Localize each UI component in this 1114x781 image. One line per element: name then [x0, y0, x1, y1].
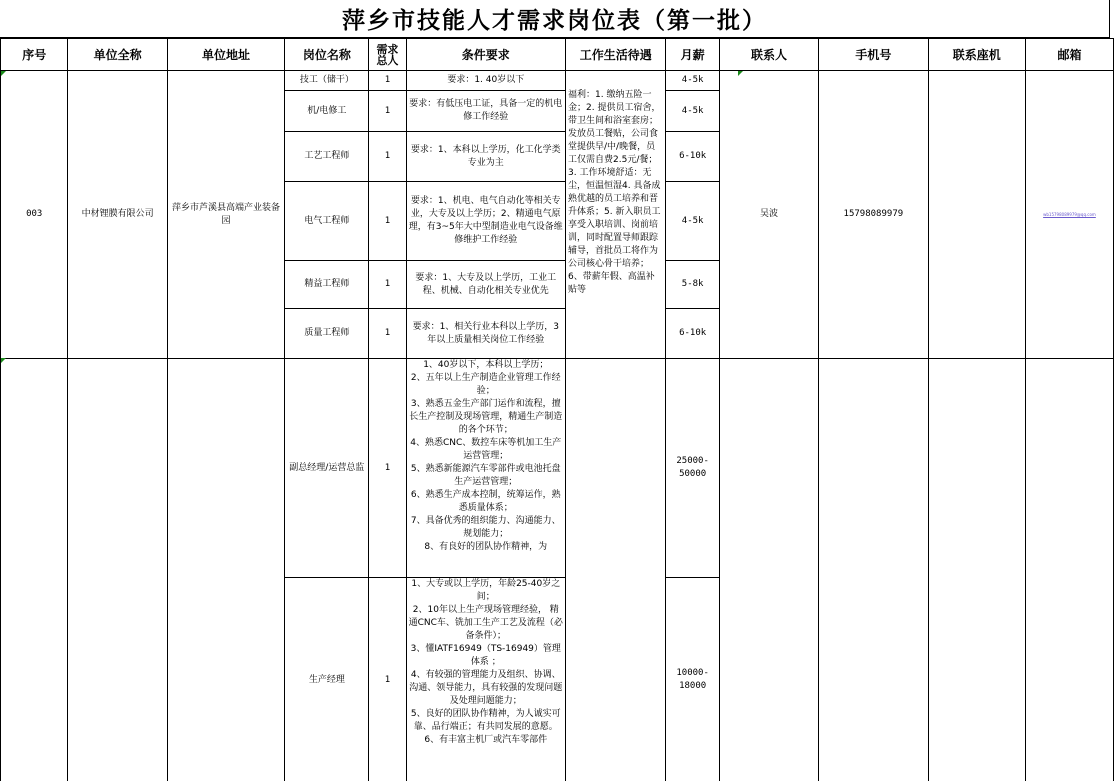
- requirements-cell[interactable]: [406, 359, 565, 578]
- requirements-cell[interactable]: 要求：1、相关行业本科以上学历，3年以上质量相关岗位工作经验: [406, 309, 565, 359]
- salary-cell[interactable]: 4-5k: [666, 71, 719, 91]
- sheet-title: 萍乡市技能人才需求岗位表（第一批）: [0, 0, 1110, 38]
- position-cell[interactable]: 生产经理: [285, 578, 369, 781]
- header-phone[interactable]: 手机号: [819, 39, 929, 71]
- email-cell[interactable]: [1025, 71, 1113, 359]
- requirement-line: 4、熟悉CNC、数控车床等机加工生产运营管理；: [410, 438, 562, 461]
- salary-cell[interactable]: 4-5k: [666, 182, 719, 261]
- contact-cell[interactable]: [719, 359, 818, 781]
- header-address[interactable]: 单位地址: [167, 39, 285, 71]
- position-cell[interactable]: 副总经理/运营总监: [285, 359, 369, 578]
- header-landline[interactable]: 联系座机: [928, 39, 1025, 71]
- phone-cell[interactable]: 15798089979: [819, 71, 929, 359]
- requirement-line: 5、熟悉新能源汽车零部件或电池托盘生产运营管理；: [410, 464, 561, 487]
- jobs-table: [0, 38, 1114, 781]
- headcount-cell[interactable]: 1: [369, 132, 406, 182]
- headcount-cell[interactable]: 1: [369, 91, 406, 132]
- company-name-cell[interactable]: 中材锂膜有限公司: [68, 71, 167, 359]
- seq-cell[interactable]: 003: [1, 71, 68, 359]
- seq-cell[interactable]: [1, 359, 68, 781]
- headcount-cell[interactable]: 1: [369, 578, 406, 781]
- header-row: [1, 39, 1114, 71]
- header-requirements[interactable]: 条件要求: [406, 39, 565, 71]
- headcount-cell[interactable]: 1: [369, 309, 406, 359]
- requirements-cell[interactable]: 要求：有低压电工证，具备一定的机电修工作经验: [406, 91, 565, 132]
- cell-marker-icon: [738, 71, 743, 76]
- position-cell[interactable]: 精益工程师: [285, 261, 369, 309]
- salary-cell[interactable]: 5-8k: [666, 261, 719, 309]
- table-row: [1, 71, 1114, 91]
- requirements-cell[interactable]: 要求：1. 40岁以下: [406, 71, 565, 91]
- position-cell[interactable]: 机/电修工: [285, 91, 369, 132]
- header-contact[interactable]: 联系人: [719, 39, 818, 71]
- headcount-cell[interactable]: 1: [369, 261, 406, 309]
- headcount-cell[interactable]: 1: [369, 71, 406, 91]
- requirements-cell[interactable]: [406, 578, 565, 781]
- contact-cell[interactable]: 吴波: [719, 71, 818, 359]
- requirement-line: 7、具备优秀的组织能力、沟通能力、规划能力；: [410, 516, 561, 539]
- requirement-line: 6、熟悉生产成本控制，统筹运作，熟悉质量体系；: [410, 490, 561, 513]
- benefits-cell[interactable]: [566, 359, 666, 781]
- cell-marker-icon: [1, 358, 6, 363]
- requirements-cell[interactable]: 要求：1、本科以上学历，化工化学类专业为主: [406, 132, 565, 182]
- table-row: [1, 359, 1114, 578]
- requirement-line: 1、40岁以下，本科以上学历；: [423, 360, 549, 370]
- position-cell[interactable]: 电气工程师: [285, 182, 369, 261]
- requirement-line: 6、有丰富主机厂或汽车零部件: [424, 735, 548, 745]
- landline-cell[interactable]: [928, 359, 1025, 781]
- requirements-cell[interactable]: 要求：1、机电、电气自动化等相关专业，大专及以上学历；2、精通电气原理，有3~5年大中型制造业电气设备维修维护工作经验: [406, 182, 565, 261]
- requirements-cell[interactable]: 要求：1、大专及以上学历，工业工程、机械、自动化相关专业优先: [406, 261, 565, 309]
- cell-marker-icon: [1, 71, 6, 76]
- email-cell[interactable]: [1025, 359, 1113, 781]
- header-benefits[interactable]: 工作生活待遇: [566, 39, 666, 71]
- header-salary[interactable]: 月薪: [666, 39, 719, 71]
- header-seq[interactable]: 序号: [1, 39, 68, 71]
- header-company[interactable]: 单位全称: [68, 39, 167, 71]
- position-cell[interactable]: 质量工程师: [285, 309, 369, 359]
- requirement-line: 4、有较强的管理能力及组织、协调、沟通、领导能力，具有较强的发现问题及处理问题能力；: [409, 670, 563, 706]
- company-name-cell[interactable]: [68, 359, 167, 781]
- benefits-cell[interactable]: 福利：1. 缴纳五险一金；2. 提供员工宿舍，带卫生间和浴室套房；发放员工餐贴，公司食堂提供早/中/晚餐，员工仅需自费2.5元/餐；3. 工作环境舒适：无尘，恒温恒湿4. 具备成熟优越的员工培养和晋升体系；5. 新入职员工享受入职培训、岗前培训，同时配置导师跟踪辅导，首批员工将作为公司核心骨干培养；6、带薪年假、高温补贴等: [566, 71, 666, 359]
- header-email[interactable]: 邮箱: [1025, 39, 1113, 71]
- requirement-line: 2、10年以上生产现场管理经验， 精通CNC车、铣加工生产工艺及流程（必备条件）；: [408, 605, 563, 641]
- salary-cell[interactable]: 6-10k: [666, 309, 719, 359]
- phone-cell[interactable]: [819, 359, 929, 781]
- requirement-line: 2、五年以上生产制造企业管理工作经验；: [410, 373, 561, 396]
- email-link[interactable]: wb15798089979@qq.com: [1043, 212, 1096, 217]
- salary-cell[interactable]: 25000-50000: [666, 359, 719, 578]
- headcount-cell[interactable]: 1: [369, 182, 406, 261]
- requirement-line: 5、良好的团队协作精神，为人诚实可靠、品行端正；有共同发展的意愿。: [410, 709, 561, 732]
- salary-cell[interactable]: 10000-18000: [666, 578, 719, 781]
- header-position[interactable]: 岗位名称: [285, 39, 369, 71]
- header-headcount[interactable]: 需求总人: [369, 39, 406, 71]
- position-cell[interactable]: 技工（储干）: [285, 71, 369, 91]
- company-address-cell[interactable]: [167, 359, 285, 781]
- requirement-line: 3、熟悉五金生产部门运作和流程，擅长生产控制及现场管理，精通生产制造的各个环节；: [409, 399, 563, 435]
- requirement-line: 3、懂IATF16949（TS-16949）管理体系 ；: [410, 644, 561, 667]
- requirement-line: 1、大专或以上学历，年龄25-40岁之间；: [411, 579, 561, 602]
- requirement-line: 8、有良好的团队协作精神，为: [424, 542, 548, 552]
- headcount-cell[interactable]: 1: [369, 359, 406, 578]
- salary-cell[interactable]: 4-5k: [666, 91, 719, 132]
- company-address-cell[interactable]: 萍乡市芦溪县高端产业装备园: [167, 71, 285, 359]
- landline-cell[interactable]: [928, 71, 1025, 359]
- position-cell[interactable]: 工艺工程师: [285, 132, 369, 182]
- salary-cell[interactable]: 6-10k: [666, 132, 719, 182]
